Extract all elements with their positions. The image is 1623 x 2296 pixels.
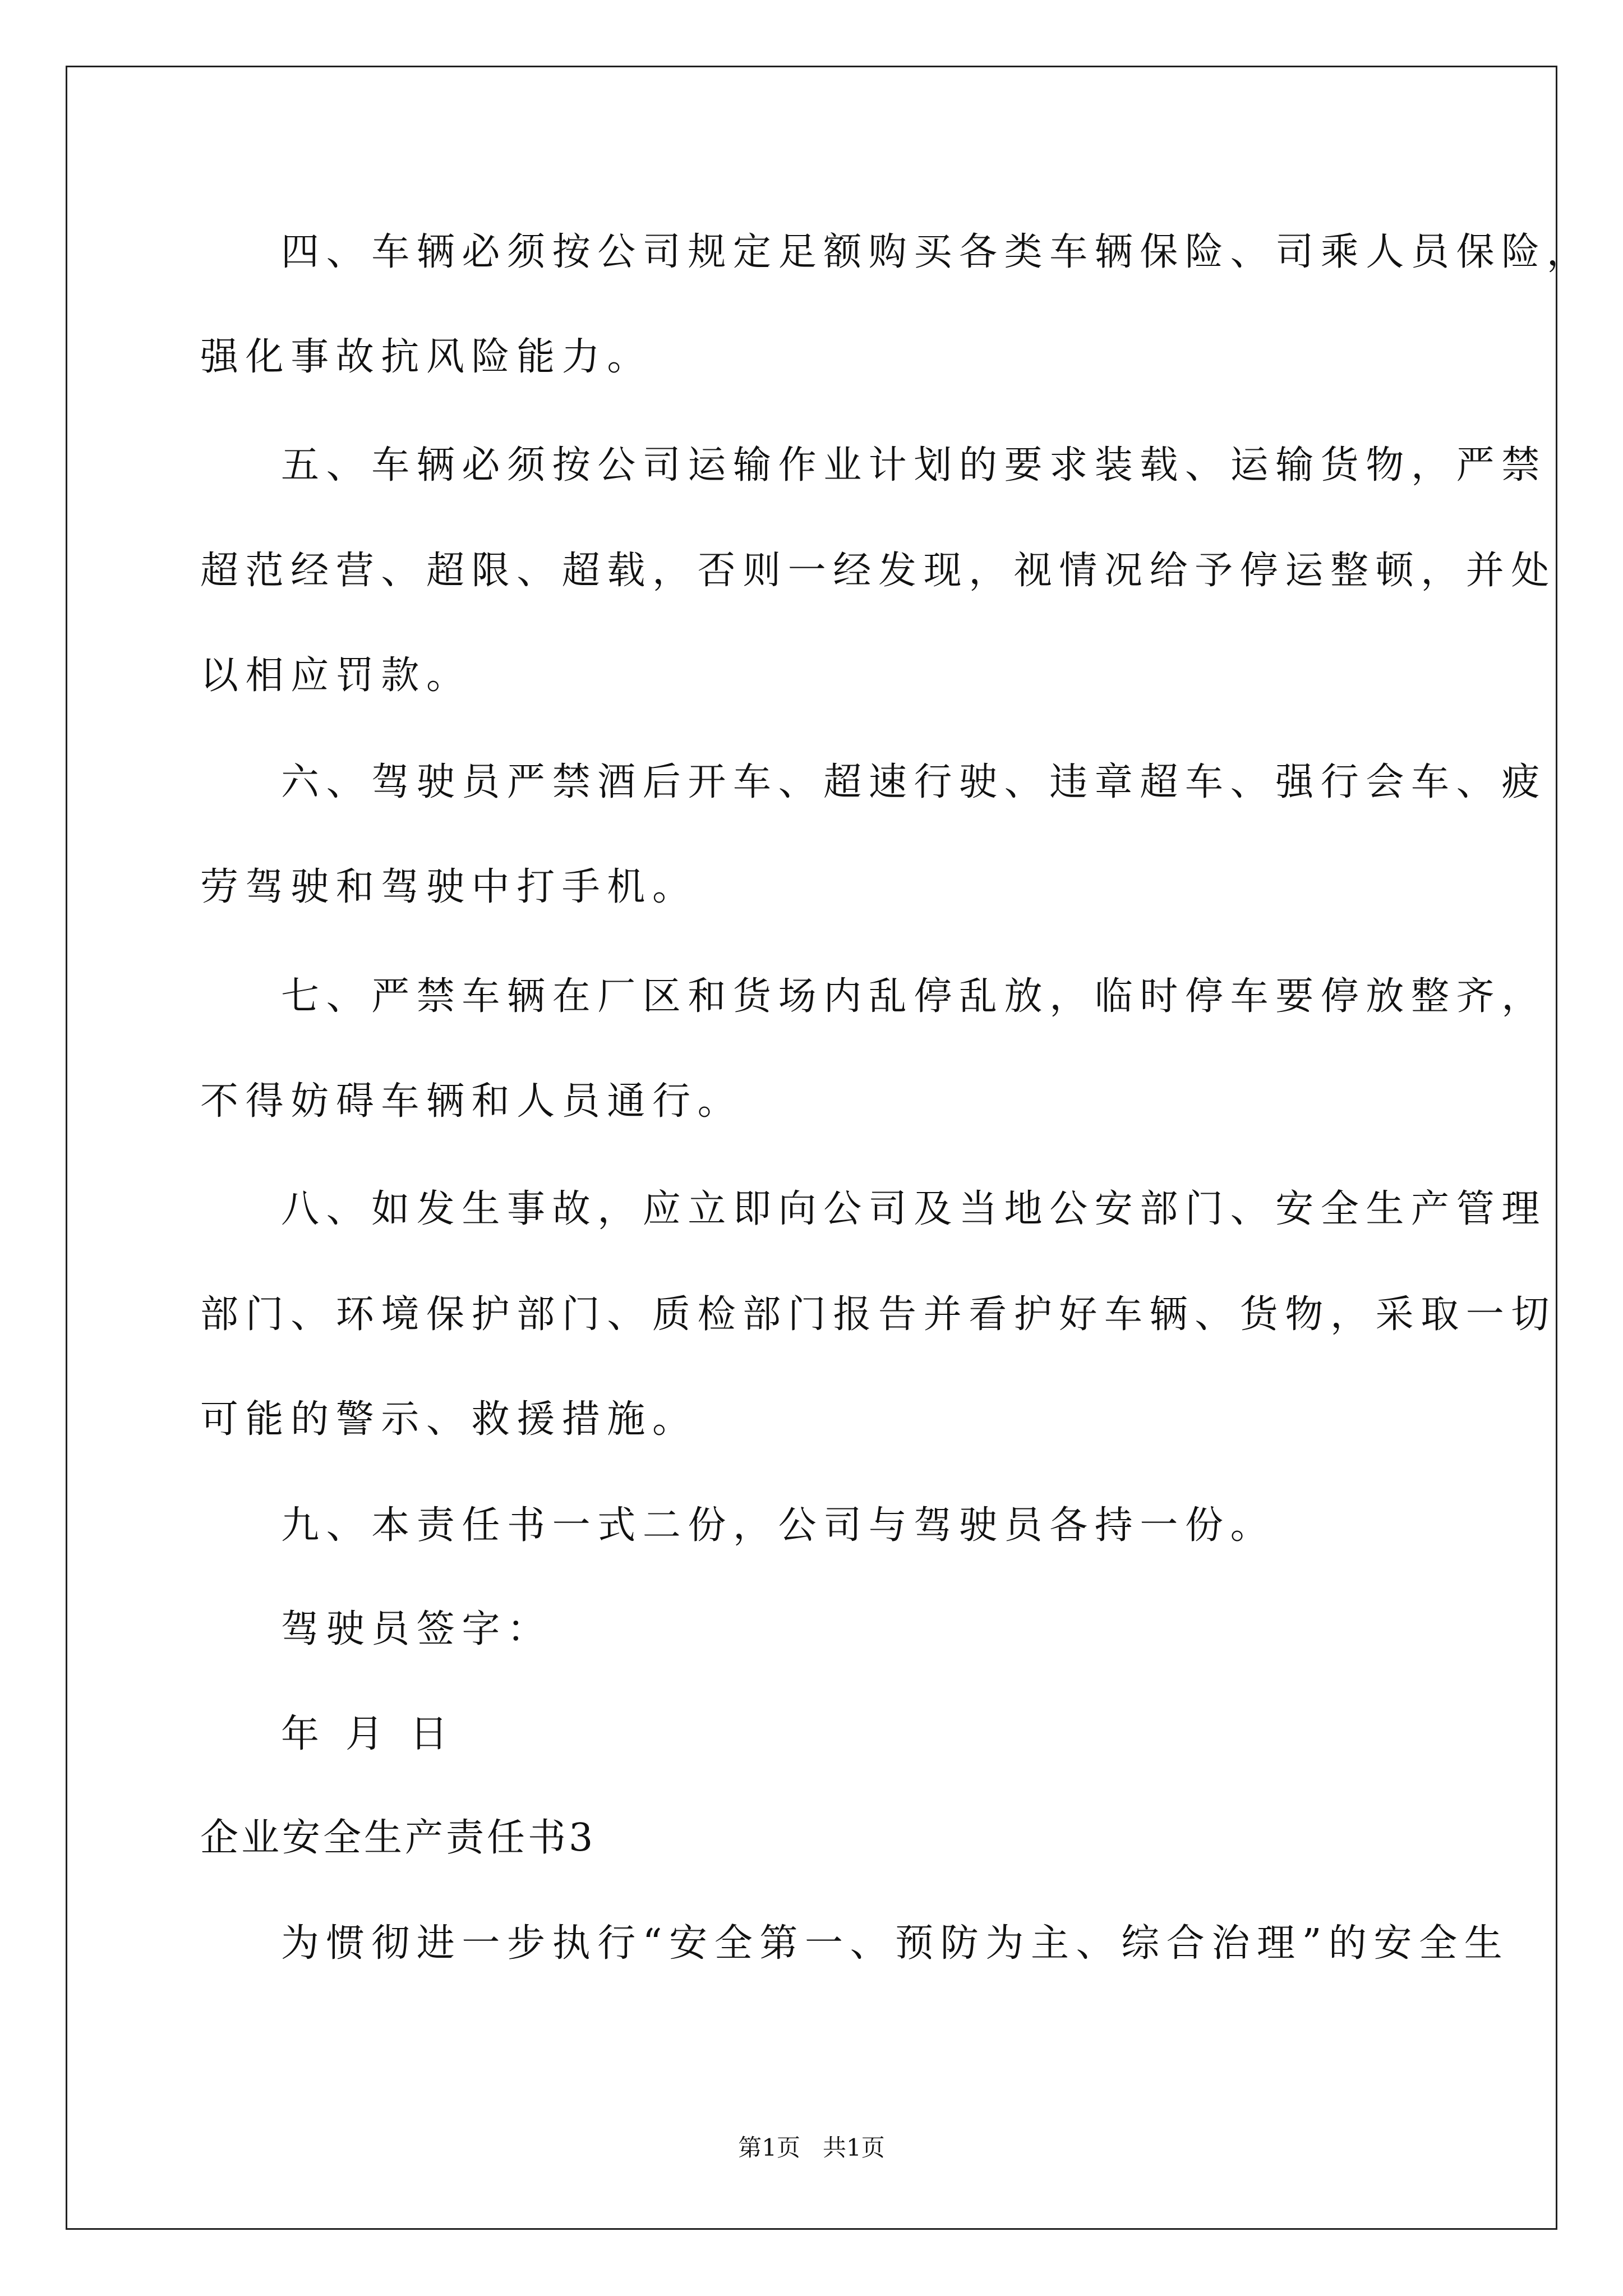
paragraph-7-line-2: 不得妨碍车辆和人员通行。 [200, 1079, 743, 1124]
intro-paragraph-line-1: 为惯彻进一步执行“安全第一、预防为主、综合治理”的安全生 [281, 1921, 1510, 1966]
signature-label: 驾驶员签字： [281, 1607, 552, 1651]
paragraph-4-line-2: 强化事故抗风险能力。 [200, 335, 653, 379]
paragraph-8-line-1: 八、如发生事故，应立即向公司及当地公安部门、安全生产管理 [281, 1187, 1547, 1231]
paragraph-5-line-3: 以相应罚款。 [200, 654, 472, 698]
date-line: 年 月 日 [281, 1712, 455, 1756]
paragraph-7-line-1: 七、严禁车辆在厂区和货场内乱停乱放，临时停车要停放整齐， [281, 974, 1547, 1019]
paragraph-9-line-1: 九、本责任书一式二份，公司与驾驶员各持一份。 [281, 1503, 1276, 1548]
page-footer: 第1页 共1页 [738, 2134, 885, 2161]
paragraph-6-line-1: 六、驾驶员严禁酒后开车、超速行驶、违章超车、强行会车、疲 [281, 760, 1547, 804]
page-border [66, 66, 1557, 2230]
section-title: 企业安全生产责任书3 [200, 1816, 596, 1860]
paragraph-8-line-3: 可能的警示、救援措施。 [200, 1397, 698, 1442]
paragraph-5-line-2: 超范经营、超限、超载，否则一经发现，视情况给予停运整顿，并处 [200, 549, 1557, 593]
paragraph-4-line-1: 四、车辆必须按公司规定足额购买各类车辆保险、司乘人员保险， [281, 230, 1592, 274]
paragraph-8-line-2: 部门、环境保护部门、质检部门报告并看护好车辆、货物，采取一切 [200, 1292, 1557, 1337]
paragraph-6-line-2: 劳驾驶和驾驶中打手机。 [200, 865, 698, 909]
paragraph-5-line-1: 五、车辆必须按公司运输作业计划的要求装载、运输货物，严禁 [281, 443, 1547, 487]
